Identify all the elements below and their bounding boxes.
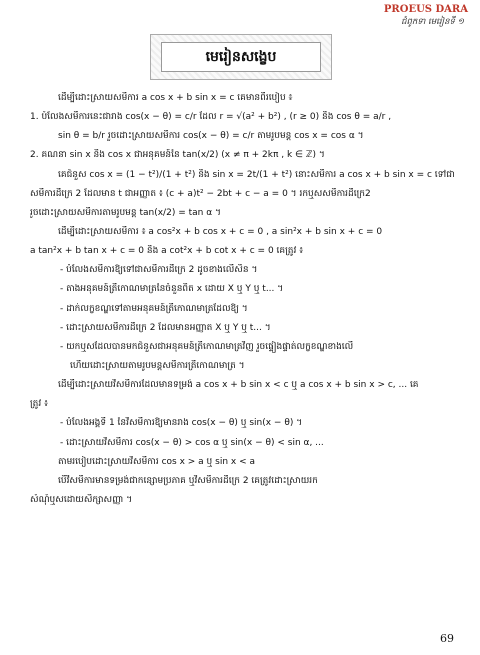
text-line: - បំលែងសមីការឱ្យទៅជាសមីការដឺក្រេ 2 ដូចខាងលើសិន ។ xyxy=(60,265,258,276)
text-line: - តាងអនុគមន៍ត្រីកោណមាត្រនៃចំនួនពិត x ដោយ X ឬ Y ឬ t... ។ xyxy=(60,284,284,295)
text-line: 2. គណនា sin x និង cos x ជាអនុគមន៍នៃ tan(x/2) (x ≠ π + 2kπ , k ∈ ℤ) ។ xyxy=(30,150,325,161)
text-line: - យកឬសដែលបានមកជំនួសជាអនុគមន៍ត្រីកោណមាត្រវិញ រួចផ្ទៀងផ្ទាត់លក្ខខណ្ឌខាងលើ xyxy=(60,341,354,352)
text-line: ហើយដោះស្រាយតាមរូបមន្តសមីការត្រីកោណមាត្រ ។ xyxy=(70,360,245,371)
text-line: បើវិសមីការមានទម្រង់ជាកន្សោមប្រភាគ ឬវិសមីការដឺក្រេ 2 គេត្រូវដោះស្រាយរក xyxy=(58,475,318,486)
text-line: - ដោះស្រាយសមីការដឺក្រេ 2 ដែលមានអញ្ញាត X ឬ Y ឬ t... ។ xyxy=(60,322,271,333)
text-line: ដើម្បីដោះស្រាយសមីការ a cos x + b sin x = c គេមានពីរបៀប ៖ xyxy=(58,93,293,103)
text-line: គេជំនួស cos x = (1 − t²)/(1 + t²) និង sin x = 2t/(1 + t²) នោះសមីការ a cos x + b sin x = c ទៅជា xyxy=(58,169,455,180)
brand-label: PROEUS DARA xyxy=(383,4,468,15)
text-line: សមីការដឺក្រេ 2 ដែលមាន t ជាអញ្ញាត ៖ (c + a)t² − 2bt + c − a = 0 ។ រកឬសសមីការដឺក្រេ2 xyxy=(30,188,371,199)
title-banner xyxy=(150,34,332,80)
text-line: - ដោះស្រាយវិសមីការ cos(x − θ) > cos α ឬ sin(x − θ) < sin α, ... xyxy=(60,437,324,448)
text-line: ដើម្បីដោះស្រាយសមីការ ៖ a cos²x + b cos x + c = 0 , a sin²x + b sin x + c = 0 xyxy=(58,226,383,237)
text-line: - បំលែងអង្គទី 1 នៃវិសមីការឱ្យមានរាង cos(x − θ) ឬ sin(x − θ) ។ xyxy=(60,418,303,429)
text-line: a tan²x + b tan x + c = 0 និង a cot²x + b cot x + c = 0 គេត្រូវ ៖ xyxy=(30,246,304,257)
text-line: - ដាក់លក្ខខណ្ឌទៅតាមអនុគមន៍ត្រីកោណមាត្រដែលឱ្យ ។ xyxy=(60,303,248,314)
text-line: ដើម្បីដោះស្រាយវិសមីការដែលមានទម្រង់ a cos x + b sin x < c ឬ a cos x + b sin x > c, ... គេ xyxy=(58,380,419,391)
text-line: 1. បំលែងសមីការនេះជារាង cos(x − θ) = c/r ដែល r = √(a² + b²) , (r ≥ 0) និង cos θ = a/r , xyxy=(30,112,392,123)
text-line: រួចដោះស្រាយសមីការតាមរូបមន្ត tan(x/2) = tan α ។ xyxy=(30,207,221,218)
document-body xyxy=(30,92,458,513)
chapter-label: ជំពូកទា មេរៀនទី ១ xyxy=(401,17,464,27)
text-line: ត្រូវ ៖ xyxy=(30,399,49,410)
page-title: មេរៀនសង្ខេប xyxy=(161,42,321,72)
text-line: សំណុំឬសដោយសិក្សាសញ្ញា ។ xyxy=(30,494,133,505)
page-number: 69 xyxy=(440,632,454,645)
text-line: sin θ = b/r រួចដោះស្រាយសមីការ cos(x − θ) = c/r តាមរូបមន្ត cos x = cos α ។ xyxy=(58,131,364,142)
text-line: តាមរបៀបដោះស្រាយវិសមីការ cos x > a ឬ sin x < a xyxy=(58,456,255,467)
